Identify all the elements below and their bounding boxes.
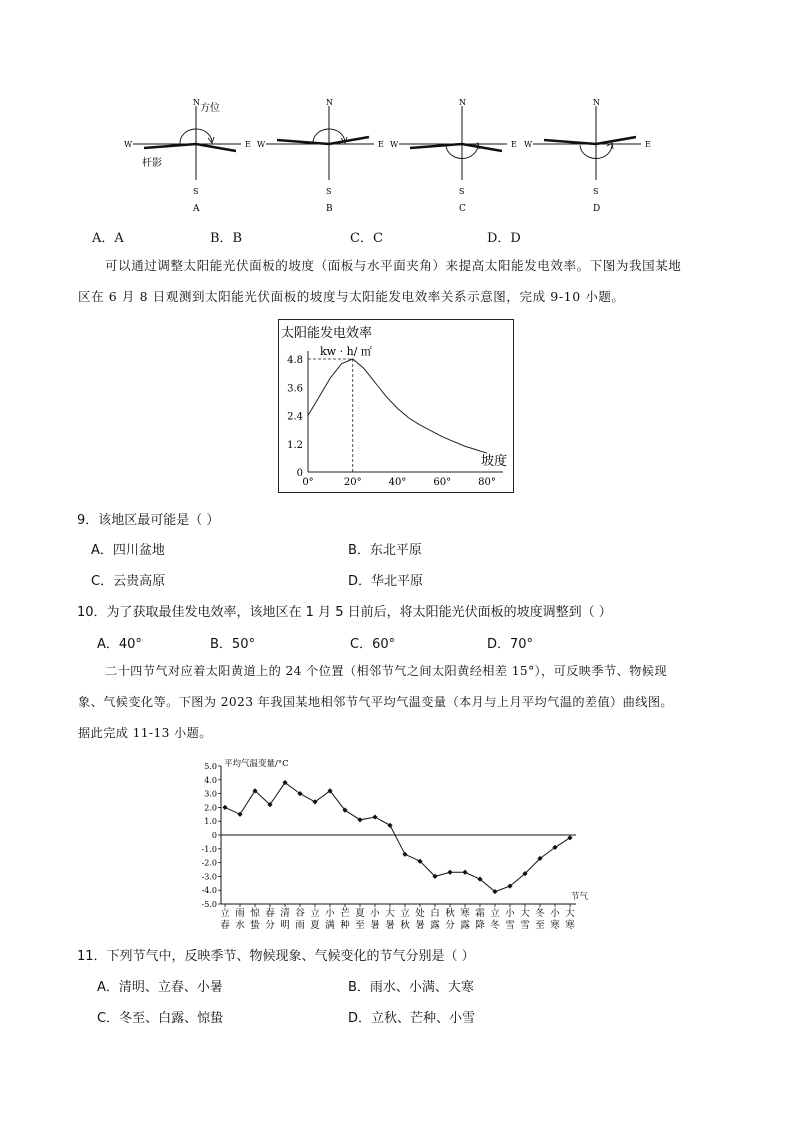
- intro-9-10-line2: 区在 6 月 8 日观测到太阳能光伏面板的坡度与太阳能发电效率关系示意图，完成 9-10 小题。: [78, 289, 625, 304]
- y-tick-label: 3.0: [204, 789, 217, 799]
- compass-e-label: E: [645, 140, 651, 149]
- y-tick-label: 4.0: [204, 775, 217, 785]
- efficiency-chart: [278, 319, 514, 493]
- y-tick-label: -2.0: [201, 858, 217, 868]
- q8-option-c: C．C: [350, 231, 383, 246]
- category-label-bottom: 寒: [550, 920, 560, 931]
- compass-n-label: N: [193, 98, 200, 107]
- x-tick-label: 0°: [302, 477, 314, 488]
- category-label-top: 清: [280, 908, 290, 919]
- intro-9-10-line1: 可以通过调整太阳能光伏面板的坡度（面板与水平面夹角）来提高太阳能发电效率。下图为我国某地: [105, 258, 682, 273]
- category-label-top: 冬: [535, 908, 545, 919]
- q11-option-c: C．冬至、白露、惊蛰: [97, 1011, 224, 1026]
- data-point-marker: [237, 812, 242, 817]
- q8-option-b: B．B: [210, 231, 243, 246]
- compass-figure-a: [121, 94, 271, 224]
- category-label-bottom: 夏: [310, 920, 320, 931]
- category-label-top: 谷: [295, 908, 305, 919]
- temperature-chart-axes: [221, 766, 576, 904]
- q10-option-d: D．70°: [487, 637, 534, 652]
- category-label-bottom: 雨: [295, 920, 305, 931]
- compass-s-label: S: [593, 187, 599, 196]
- compass-figure-label: C: [459, 204, 466, 214]
- category-label-bottom: 露: [460, 920, 470, 931]
- category-label-top: 芒: [340, 908, 350, 919]
- compass-w-label: W: [124, 140, 133, 149]
- compass-w-label: W: [524, 140, 533, 149]
- category-label-top: 小: [550, 908, 560, 919]
- compass-n-label: N: [593, 98, 600, 107]
- q10-stem: 10．为了获取最佳发电效率，该地区在 1 月 5 日前后，将太阳能光伏面板的坡度调整到（ ）: [77, 605, 612, 620]
- compass-e-label: E: [245, 140, 251, 149]
- category-label-top: 雨: [235, 908, 245, 919]
- compass-figure-c: [387, 94, 537, 224]
- temperature-chart: [196, 757, 596, 935]
- category-label-bottom: 冬: [490, 920, 500, 931]
- q11-option-b: B．雨水、小满、大寒: [348, 980, 474, 995]
- data-point-marker: [222, 805, 227, 810]
- compass-figure-label: B: [326, 204, 333, 214]
- data-point-marker: [372, 814, 377, 819]
- q9-option-a: A．四川盆地: [91, 543, 165, 558]
- category-label-bottom: 分: [265, 920, 275, 931]
- data-point-marker: [402, 852, 407, 857]
- category-label-top: 立: [220, 908, 230, 919]
- compass-e-label: E: [511, 140, 517, 149]
- y-tick-label: 2.0: [204, 803, 217, 813]
- compass-s-label: S: [326, 187, 332, 196]
- category-label-bottom: 明: [280, 920, 290, 931]
- x-tick-label: 20°: [343, 477, 362, 488]
- category-label-bottom: 暑: [370, 920, 380, 931]
- compass-figure-label: D: [593, 204, 601, 214]
- category-label-bottom: 露: [430, 920, 440, 931]
- category-label-top: 大: [385, 908, 395, 919]
- category-label-bottom: 雪: [505, 920, 515, 931]
- intro-11-13-line3: 据此完成 11-13 小题。: [78, 726, 212, 740]
- pole-shadow-line: [544, 137, 636, 144]
- category-label-bottom: 水: [235, 920, 245, 931]
- category-label-bottom: 暑: [415, 920, 425, 931]
- data-point-marker: [387, 823, 392, 828]
- y-tick-label: 4.8: [287, 355, 303, 366]
- y-tick-label: 0: [211, 831, 217, 840]
- category-label-bottom: 春: [220, 920, 230, 931]
- category-label-top: 小: [370, 908, 380, 919]
- data-point-marker: [462, 870, 467, 875]
- compass-s-label: S: [193, 187, 199, 196]
- category-label-top: 小: [325, 908, 335, 919]
- category-label-bottom: 至: [535, 920, 545, 931]
- category-label-top: 处: [415, 908, 425, 919]
- y-tick-label: 1.0: [204, 817, 217, 827]
- category-label-bottom: 满: [325, 920, 335, 931]
- temperature-chart-xlabel: 节气: [571, 892, 589, 902]
- efficiency-chart-unit: kw · h/ ㎡: [320, 345, 372, 358]
- pole-shadow-line: [277, 137, 369, 144]
- q10-option-c: C．60°: [350, 637, 396, 652]
- y-tick-label: -3.0: [201, 872, 217, 882]
- y-tick-label: 1.2: [287, 439, 303, 451]
- category-label-bottom: 暑: [385, 920, 395, 931]
- category-label-top: 秋: [445, 908, 455, 919]
- category-label-bottom: 降: [475, 920, 485, 931]
- q8-option-d: D．D: [487, 231, 521, 246]
- y-tick-label: 0: [296, 468, 303, 479]
- compass-figure-d: [521, 94, 671, 224]
- x-tick-label: 40°: [388, 477, 407, 488]
- y-tick-label: 3.6: [287, 383, 303, 395]
- efficiency-chart-xlabel: 坡度: [481, 454, 508, 469]
- compass-e-label: E: [378, 140, 384, 149]
- category-label-top: 白: [430, 908, 440, 919]
- compass-s-label: S: [459, 187, 465, 196]
- compass-figure-b: [254, 94, 404, 224]
- category-label-bottom: 秋: [400, 920, 410, 931]
- intro-11-13-line2: 象、气候变化等。下图为 2023 年我国某地相邻节气平均气温变量（本月与上月平均气温的差值）曲线图。: [78, 695, 674, 709]
- q11-option-d: D．立秋、芒种、小雪: [348, 1011, 476, 1026]
- q10-option-a: A．40°: [97, 637, 142, 652]
- q9-option-b: B．东北平原: [348, 543, 422, 558]
- category-label-top: 寒: [460, 908, 470, 919]
- q10-option-b: B．50°: [210, 637, 255, 652]
- compass-figure-label: A: [193, 204, 200, 214]
- category-label-bottom: 蛰: [250, 920, 260, 931]
- data-point-marker: [447, 870, 452, 875]
- category-label-top: 惊: [250, 908, 260, 919]
- compass-w-label: W: [390, 140, 399, 149]
- data-point-marker: [567, 835, 572, 840]
- temperature-change-line: [225, 783, 570, 892]
- efficiency-chart-title: 太阳能发电效率: [281, 326, 373, 341]
- y-tick-label: 5.0: [204, 762, 217, 771]
- compass-w-label: W: [257, 140, 266, 149]
- category-label-top: 霜: [475, 908, 485, 919]
- compass-direction-label: 方位: [200, 103, 220, 114]
- category-label-top: 大: [520, 908, 530, 919]
- q9-stem: 9．该地区最可能是（ ）: [77, 513, 220, 528]
- q11-stem: 11．下列节气中，反映季节、物候现象、气候变化的节气分别是（ ）: [77, 949, 475, 964]
- category-label-bottom: 雪: [520, 920, 530, 931]
- category-label-top: 立: [400, 908, 410, 919]
- category-label-top: 大: [565, 908, 575, 919]
- category-label-top: 小: [505, 908, 515, 919]
- q9-option-d: D．华北平原: [348, 574, 424, 589]
- category-label-top: 夏: [355, 908, 365, 919]
- y-tick-label: 2.4: [287, 411, 303, 423]
- category-label-bottom: 分: [445, 920, 455, 931]
- temperature-chart-categories: [220, 904, 575, 931]
- temperature-chart-ticks: [202, 762, 221, 909]
- category-label-top: 立: [310, 908, 320, 919]
- x-tick-label: 60°: [433, 477, 452, 488]
- pole-shadow-line: [410, 144, 502, 151]
- y-tick-label: -4.0: [201, 886, 217, 896]
- compass-shadow-label: 杆影: [142, 158, 162, 169]
- y-tick-label: -5.0: [201, 900, 217, 909]
- temperature-chart-ylabel: 平均气温变量/°C: [224, 759, 289, 769]
- category-label-bottom: 至: [355, 920, 365, 931]
- category-label-bottom: 种: [340, 920, 350, 931]
- q11-option-a: A．清明、立春、小暑: [97, 980, 223, 995]
- category-label-top: 立: [490, 908, 500, 919]
- category-label-bottom: 寒: [565, 920, 575, 931]
- q9-option-c: C．云贵高原: [91, 574, 166, 589]
- data-point-marker: [357, 817, 362, 822]
- intro-11-13-line1: 二十四节气对应着太阳黄道上的 24 个位置（相邻节气之间太阳黄经相差 15°），可反映季节、物候现: [105, 664, 667, 678]
- category-label-top: 春: [265, 908, 275, 919]
- y-tick-label: -1.0: [201, 844, 217, 854]
- temperature-chart-plot: [222, 780, 572, 894]
- q8-option-a: A．A: [92, 231, 124, 246]
- x-tick-label: 80°: [478, 477, 496, 488]
- pole-shadow-line: [144, 144, 236, 151]
- compass-n-label: N: [459, 98, 466, 107]
- compass-n-label: N: [326, 98, 333, 107]
